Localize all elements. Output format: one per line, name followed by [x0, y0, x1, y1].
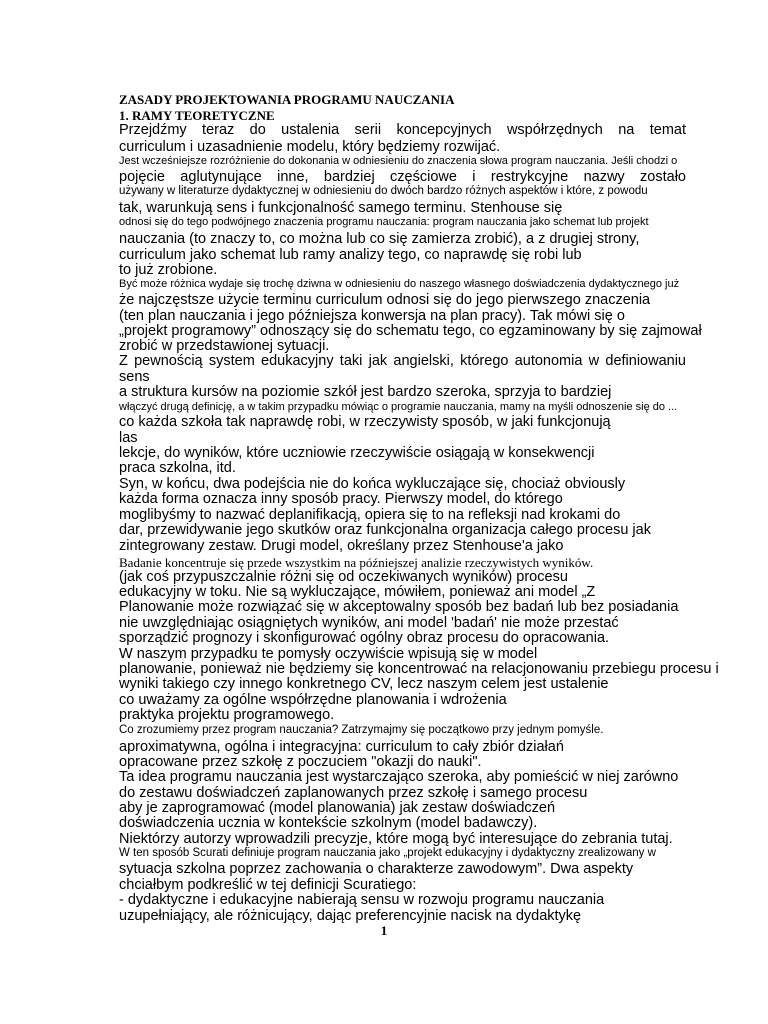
text-line: nie uwzględniając osiągniętych wyników, ani model 'badań' nie może przestać [119, 615, 619, 631]
text-line: W ten sposób Scurati definiuje program nauczania jako „projekt edukacyjny i dydaktyczny zrealizowany w [119, 847, 656, 859]
document-title: ZASADY PROJEKTOWANIA PROGRAMU NAUCZANIA [119, 92, 455, 107]
text-line: zintegrowany zestaw. Drugi model, określany przez Stenhouse'a jako [119, 538, 564, 554]
text-line: a struktura kursów na poziomie szkół jest bardzo szeroka, sprzyja to bardziej [119, 384, 612, 400]
text-line: to już zrobione. [119, 262, 218, 278]
text-line: las [119, 430, 138, 446]
text-line: chciałbym podkreślić w tej definicji Scuratiego: [119, 877, 417, 893]
text-line: włączyć drugą definicję, a w takim przypadku mówiąc o programie nauczania, mamy na myśli odnoszenie się do ... [119, 401, 678, 413]
text-line: curriculum jako schemat lub ramy analizy tego, co naprawdę się robi lub [119, 247, 582, 263]
text-line: praktyka projektu programowego. [119, 707, 335, 723]
text-line: Co zrozumiemy przez program nauczania? Zatrzymajmy się początkowo przy jednym pomyśle. [119, 724, 604, 736]
text-line: uzupełniający, ale różnicujący, dając preferencyjnie nacisk na dydaktykę [119, 908, 582, 924]
text-line: zrobić w przedstawionej sytuacji. [119, 338, 330, 354]
text-line: curriculum i uzasadnienie modelu, który będziemy rozwijać. [119, 139, 501, 155]
text-line: że najczęstsze użycie terminu curriculum odnosi się do jego pierwszego znaczenia [119, 292, 651, 308]
text-line: nauczania (to znaczy to, co można lub co się zamierza zrobić), a z drugiej strony, [119, 231, 640, 247]
text-line: Z pewnością system edukacyjny taki jak angielski, którego autonomia w definiowaniu [119, 353, 686, 369]
text-line: lekcje, do wyników, które uczniowie rzeczywiście osiągają w konsekwencji [119, 445, 595, 461]
text-line: „projekt programowy” odnoszący się do schematu tego, co egzaminowany by się zajmował [119, 323, 702, 339]
text-line: moglibyśmy to nazwać deplanifikacją, opiera się to na refleksji nad krokami do [119, 507, 621, 523]
text-line: Niektórzy autorzy wprowadzili precyzje, które mogą być interesujące do zebrania tutaj. [119, 831, 673, 847]
text-line: doświadczenia ucznia w kontekście szkolnym (model badawczy). [119, 815, 538, 831]
text-line: (jak coś przypuszczalnie różni się od oczekiwanych wyników) procesu [119, 569, 568, 585]
page-number: 1 [380, 923, 388, 938]
text-line: Syn, w końcu, dwa podejścia nie do końca wykluczające się, chociaż obviously [119, 476, 626, 492]
text-line: Jest wcześniejsze rozróżnienie do dokonania w odniesieniu do znaczenia słowa program nauczania. Jeśli chodzi o [119, 155, 678, 167]
text-line: Ta idea programu nauczania jest wystarczająco szeroka, aby pomieścić w niej zarówno [119, 769, 679, 785]
text-line: sporządzić prognozy i skonfigurować ogólny obraz procesu do opracowania. [119, 630, 610, 646]
text-line: każda forma oznacza inny sposób pracy. Pierwszy model, do którego [119, 491, 563, 507]
text-line: używany w literaturze dydaktycznej w odniesieniu do dwóch bardzo różnych aspektów i które, z powodu [119, 185, 648, 197]
text-line: wyniki takiego czy innego konkretnego CV, lecz naszym celem jest ustalenie [119, 676, 609, 692]
text-line: opracowane przez szkołę z poczuciem "okazji do nauki". [119, 754, 482, 770]
text-line: Przejdźmy teraz do ustalenia serii koncepcyjnych współrzędnych na temat [119, 122, 686, 138]
text-line: (ten plan nauczania i jego późniejsza konwersja na plan pracy). Tak mówi się o [119, 308, 625, 324]
text-line: W naszym przypadku te pomysły oczywiście wpisują się w model [119, 646, 538, 662]
section-heading: 1. RAMY TEORETYCZNE [119, 108, 275, 123]
text-line: aby je zaprogramować (model planowania) jak zestaw doświadczeń [119, 800, 556, 816]
text-line: Badanie koncentruje się przede wszystkim na późniejszej analizie rzeczywistych wyników. [119, 555, 594, 570]
text-line: Być może różnica wydaje się trochę dziwna w odniesieniu do naszego własnego doświadczenia dydaktycznego już [119, 278, 680, 290]
text-line: tak, warunkują sens i funkcjonalność samego terminu. Stenhouse się [119, 200, 563, 216]
text-line: pojęcie aglutynujące inne, bardziej częściowe i restrykcyjne nazwy zostało [119, 169, 686, 185]
text-line: dar, przewidywanie jego skutków oraz funkcjonalna organizacja całego procesu jak [119, 522, 651, 538]
text-line: do zestawu doświadczeń zaplanowanych przez szkołę i samego procesu [119, 785, 588, 801]
text-line: Planowanie może rozwiązać się w akceptowalny sposób bez badań lub bez posiadania [119, 599, 679, 615]
text-line: sens [119, 369, 150, 385]
text-line: aproximatywna, ogólna i integracyjna: curriculum to cały zbiór działań [119, 739, 564, 755]
text-line: edukacyjny w toku. Nie są wykluczające, mówiłem, ponieważ ani model „Z [119, 584, 596, 600]
text-line: planowanie, ponieważ nie będziemy się koncentrować na relacjonowaniu przebiegu procesu i [119, 661, 719, 677]
text-line: - dydaktyczne i edukacyjne nabierają sensu w rozwoju programu nauczania [119, 892, 605, 908]
text-line: co każda szkoła tak naprawdę robi, w rzeczywisty sposób, w jaki funkcjonują [119, 414, 611, 430]
text-line: praca szkolna, itd. [119, 460, 236, 476]
text-line: odnosi się do tego podwójnego znaczenia programu nauczania: program nauczania jako schemat lub projekt [119, 216, 649, 228]
text-line: co uważamy za ogólne współrzędne planowania i wdrożenia [119, 692, 507, 708]
text-line: sytuacja szkolna poprzez zachowania o charakterze zawodowym”. Dwa aspekty [119, 861, 634, 877]
